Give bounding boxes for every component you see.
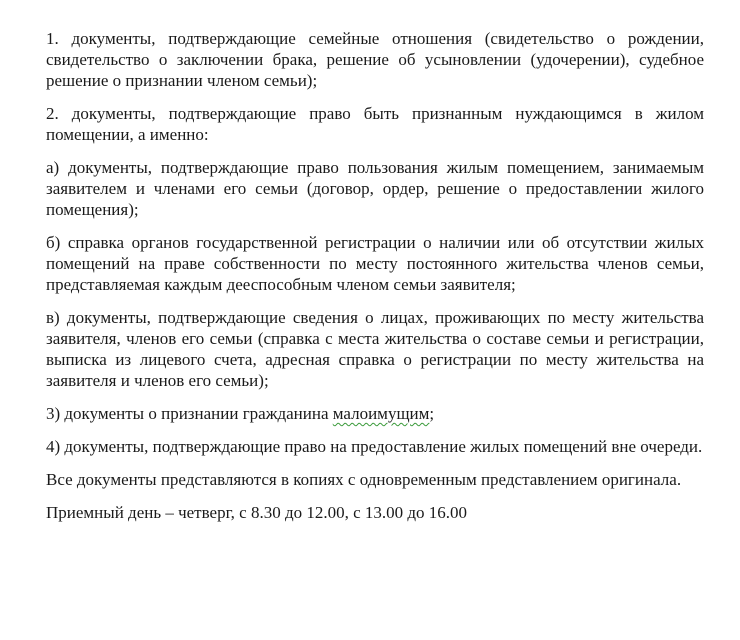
paragraph-item-b: б) справка органов государственной регистрации о наличии или об отсутствии жилых помещений на праве собственности по месту постоянного жительства членов семьи, представляемая каждым дееспособным членом семьи заявителя; xyxy=(46,233,704,294)
paragraph-low-income-suffix: ; xyxy=(429,404,435,423)
paragraph-priority-housing-documents: 4) документы, подтверждающие право на предоставление жилых помещений вне очереди. xyxy=(46,437,703,456)
paragraph-low-income-prefix: 3) документы о признании гражданина xyxy=(46,404,333,423)
paragraph-item-a: а) документы, подтверждающие право пользования жилым помещением, занимаемым заявителем и членами его семьи (договор, ордер, решение о предоставлении жилого помещения); xyxy=(46,158,704,219)
spellcheck-flagged-word[interactable]: малоимущим xyxy=(332,404,430,423)
paragraph-item-v: в) документы, подтверждающие сведения о лицах, проживающих по месту жительства заявителя, членов его семьи (справка с места жительства о составе семьи и регистрации, выписка из лицевого счета, адресная справка о регистрации по месту жительства на заявителя и членов его семьи); xyxy=(46,308,704,390)
paragraph-copies-note: Все документы представляются в копиях с одновременным представлением оригинала. xyxy=(46,470,682,489)
paragraph-low-income-documents xyxy=(46,403,704,424)
paragraph-family-documents: 1. документы, подтверждающие семейные отношения (свидетельство о рождении, свидетельство о заключении брака, решение об усыновлении (удочерении), судебное решение о признании членом семьи); xyxy=(46,29,704,90)
paragraph-reception-hours: Приемный день – четверг, с 8.30 до 12.00, с 13.00 до 16.00 xyxy=(46,503,468,522)
document-body xyxy=(46,28,704,535)
paragraph-housing-need-documents: 2. документы, подтверждающие право быть признанным нуждающимся в жилом помещении, а именно: xyxy=(46,104,704,144)
